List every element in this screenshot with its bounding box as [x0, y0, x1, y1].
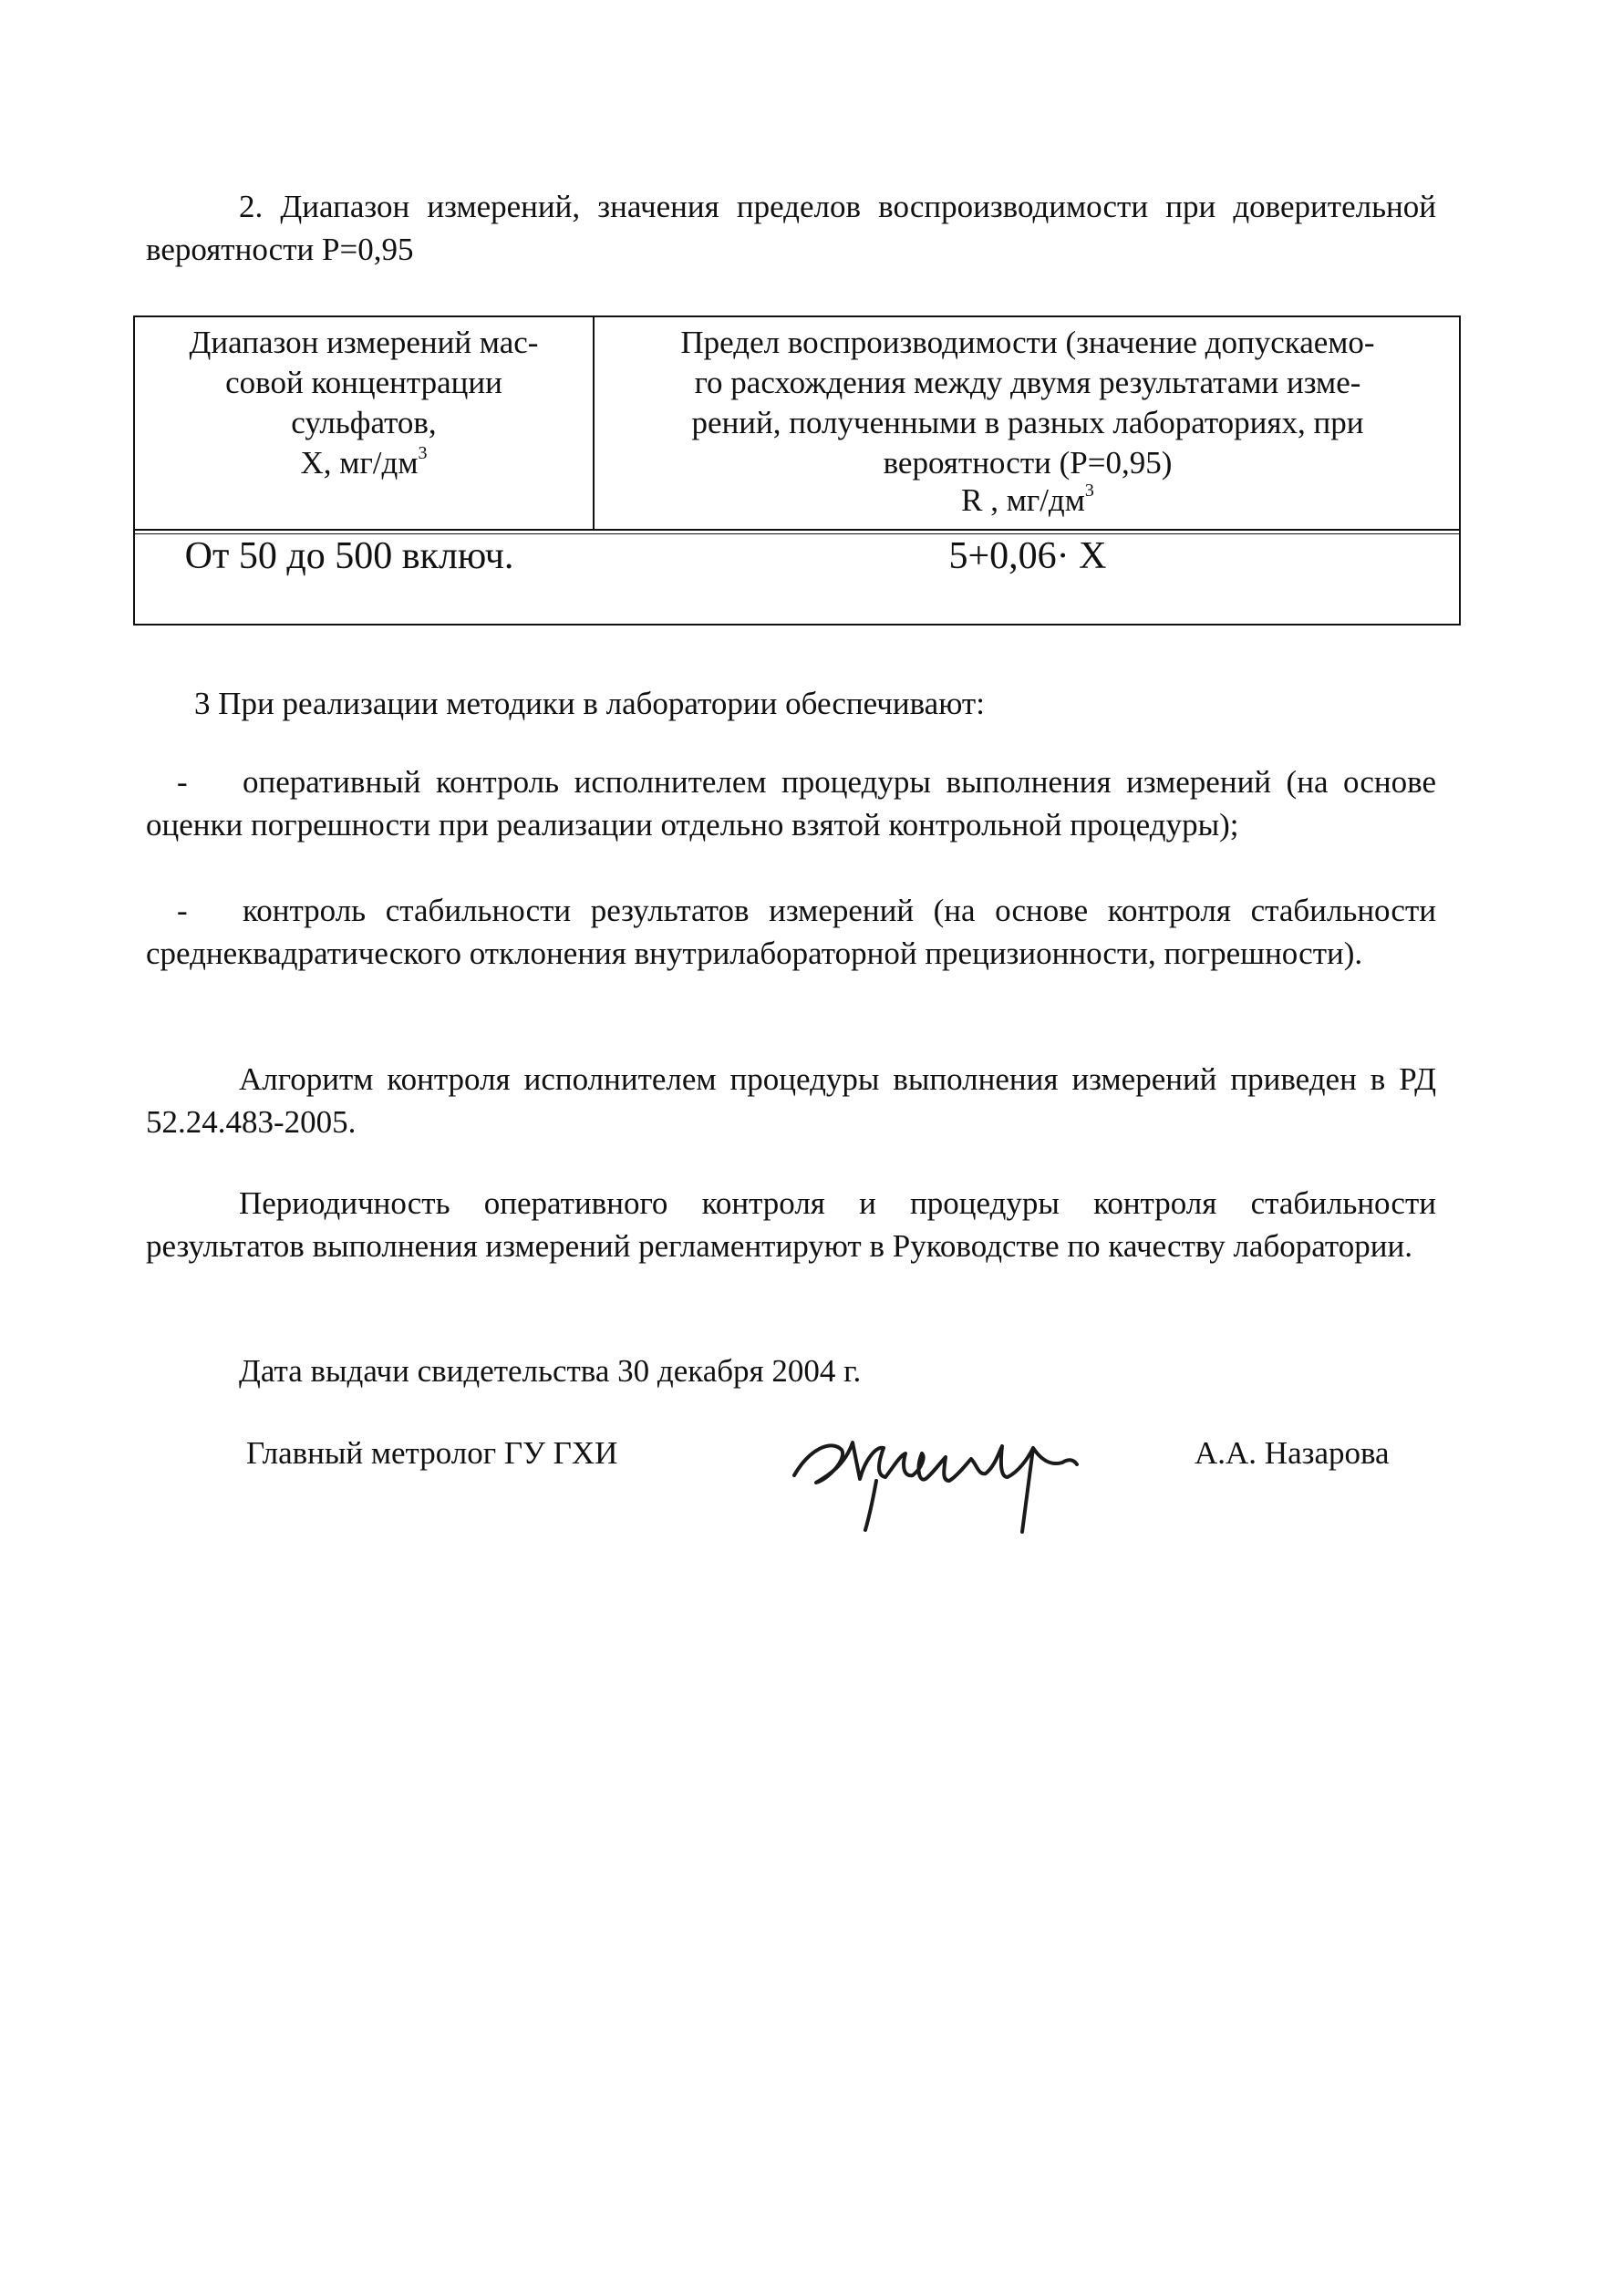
table-header-range [135, 323, 593, 483]
header-limit-line: вероятности (P=0,95) [883, 445, 1173, 481]
header-limit-line: рений, полученными в разных лабораториях, при [691, 405, 1364, 440]
list-item [146, 889, 1436, 975]
signatory-name: А.А. Назарова [1195, 1435, 1390, 1471]
handwritten-signature [789, 1422, 1081, 1541]
list-dash: - [177, 764, 188, 800]
signatory-position: Главный метролог ГУ ГХИ [246, 1435, 618, 1471]
table-cell-range: От 50 до 500 включ. [184, 535, 514, 577]
header-limit-line: Предел воспроизводимости (значение допускаемо- [680, 325, 1375, 360]
list-item-text: контроль стабильности результатов измерений (на основе контроля стабильности среднеквадратического отклонения внутрилабораторной прецизионности, погрешности). [146, 893, 1436, 971]
header-range-line: Диапазон измерений мас- [189, 325, 539, 360]
header-range-line: сульфатов, [291, 405, 437, 440]
header-range-unit: X, $мг/дм^3$ [300, 443, 428, 481]
list-item [146, 760, 1436, 846]
algorithm-paragraph: Алгоритм контроля исполнителем процедуры выполнения измерений приведен в РД 52.24.483-2005. [146, 1061, 1436, 1140]
section-2-text: 2. Диапазон измерений, значения пределов воспроизводимости при доверительной вероятности P=0,95 [146, 189, 1436, 267]
table-cell-formula: 5+0,06· X [948, 535, 1107, 577]
header-range-line: совой концентрации [225, 365, 502, 400]
issue-date: Дата выдачи свидетельства 30 декабря 2004 г. [239, 1353, 862, 1389]
list-dash: - [177, 893, 188, 928]
list-item-text: оперативный контроль исполнителем процедуры выполнения измерений (на основе оценки погрешности при реализации отдельно взятой контрольной процедуры); [146, 764, 1436, 843]
section-3-heading: 3 При реализации методики в лаборатории обеспечивают: [194, 686, 985, 721]
header-limit-line: го расхождения между двумя результатами изме- [694, 365, 1361, 400]
signature-scribble-icon [789, 1422, 1081, 1541]
periodicity-paragraph: Периодичность оперативного контроля и процедуры контроля стабильности результатов выполнения измерений регламентируют в Руководстве по качеству лаборатории. [146, 1185, 1436, 1264]
table-header-divider [135, 529, 1459, 534]
header-limit-unit: R , $мг/дм^3$ [961, 481, 1094, 518]
reproducibility-table [133, 315, 1461, 626]
table-header-limit [595, 323, 1461, 518]
